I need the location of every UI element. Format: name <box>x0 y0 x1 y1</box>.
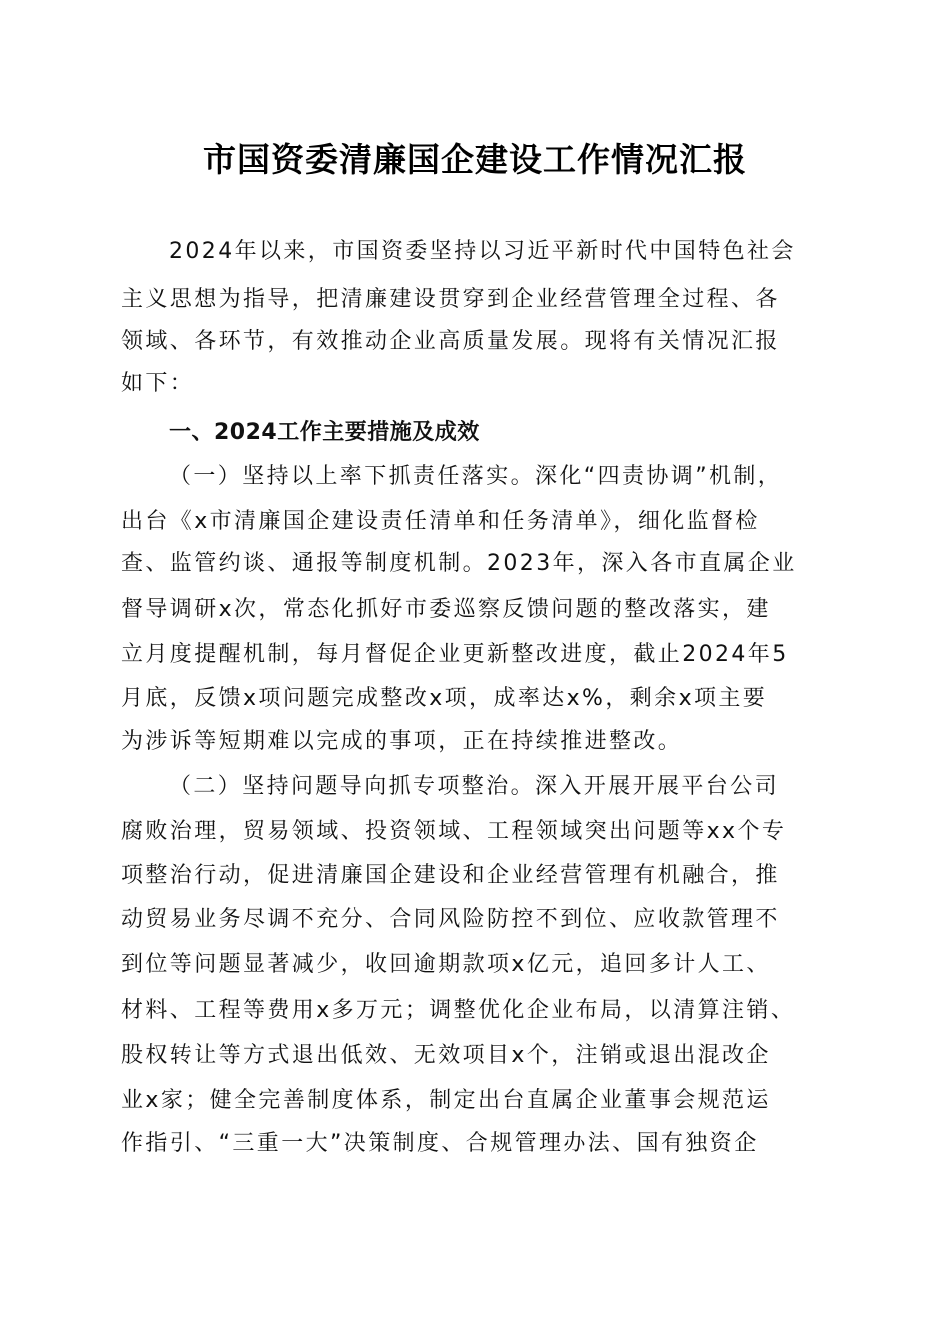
paragraph-line: （一）坚持以上率下抓责任落实。深化“四责协调”机制， <box>169 464 783 489</box>
paragraph-line: 材料、工程等费用x多万元；调整优化企业布局，以清算注销、 <box>121 998 796 1023</box>
paragraph-line: 查、监管约谈、通报等制度机制。2023年，深入各市直属企业 <box>121 551 797 576</box>
section-heading: 一、2024工作主要措施及成效 <box>169 420 480 445</box>
paragraph-line: 月底，反馈x项问题完成整改x项，成率达x%，剩余x项主要 <box>121 686 768 711</box>
paragraph-line: 项整治行动，促进清廉国企建设和企业经营管理有机融合，推 <box>121 863 780 888</box>
paragraph-line: 主义思想为指导，把清廉建设贯穿到企业经营管理全过程、各 <box>121 287 780 312</box>
paragraph-line: 出台《x市清廉国企建设责任清单和任务清单》，细化监督检 <box>121 509 760 534</box>
paragraph-line: 为涉诉等短期难以完成的事项，正在持续推进整改。 <box>121 729 683 754</box>
paragraph-line: 股权转让等方式退出低效、无效项目x个，注销或退出混改企 <box>121 1043 771 1068</box>
paragraph-line: 2024年以来，市国资委坚持以习近平新时代中国特色社会 <box>169 239 796 264</box>
paragraph-line: 如下： <box>121 371 195 396</box>
paragraph-line: 业x家；健全完善制度体系，制定出台直属企业董事会规范运 <box>121 1088 771 1113</box>
document-title: 市国资委清廉国企建设工作情况汇报 <box>203 140 747 179</box>
paragraph-line: 腐败治理，贸易领域、投资领域、工程领域突出问题等xx个专 <box>121 819 787 844</box>
paragraph-line: 到位等问题显著减少，收回逾期款项x亿元，追回多计人工、 <box>121 952 771 977</box>
paragraph-line: 领域、各环节，有效推动企业高质量发展。现将有关情况汇报 <box>121 329 780 354</box>
paragraph-line: 作指引、“三重一大”决策制度、合规管理办法、国有独资企 <box>121 1131 759 1156</box>
paragraph-line: 动贸易业务尽调不充分、合同风险防控不到位、应收款管理不 <box>121 907 780 932</box>
paragraph-line: （二）坚持问题导向抓专项整治。深入开展开展平台公司 <box>169 774 780 799</box>
paragraph-line: 立月度提醒机制，每月督促企业更新整改进度，截止2024年5 <box>121 642 789 667</box>
paragraph-line: 督导调研x次，常态化抓好市委巡察反馈问题的整改落实，建 <box>121 597 771 622</box>
